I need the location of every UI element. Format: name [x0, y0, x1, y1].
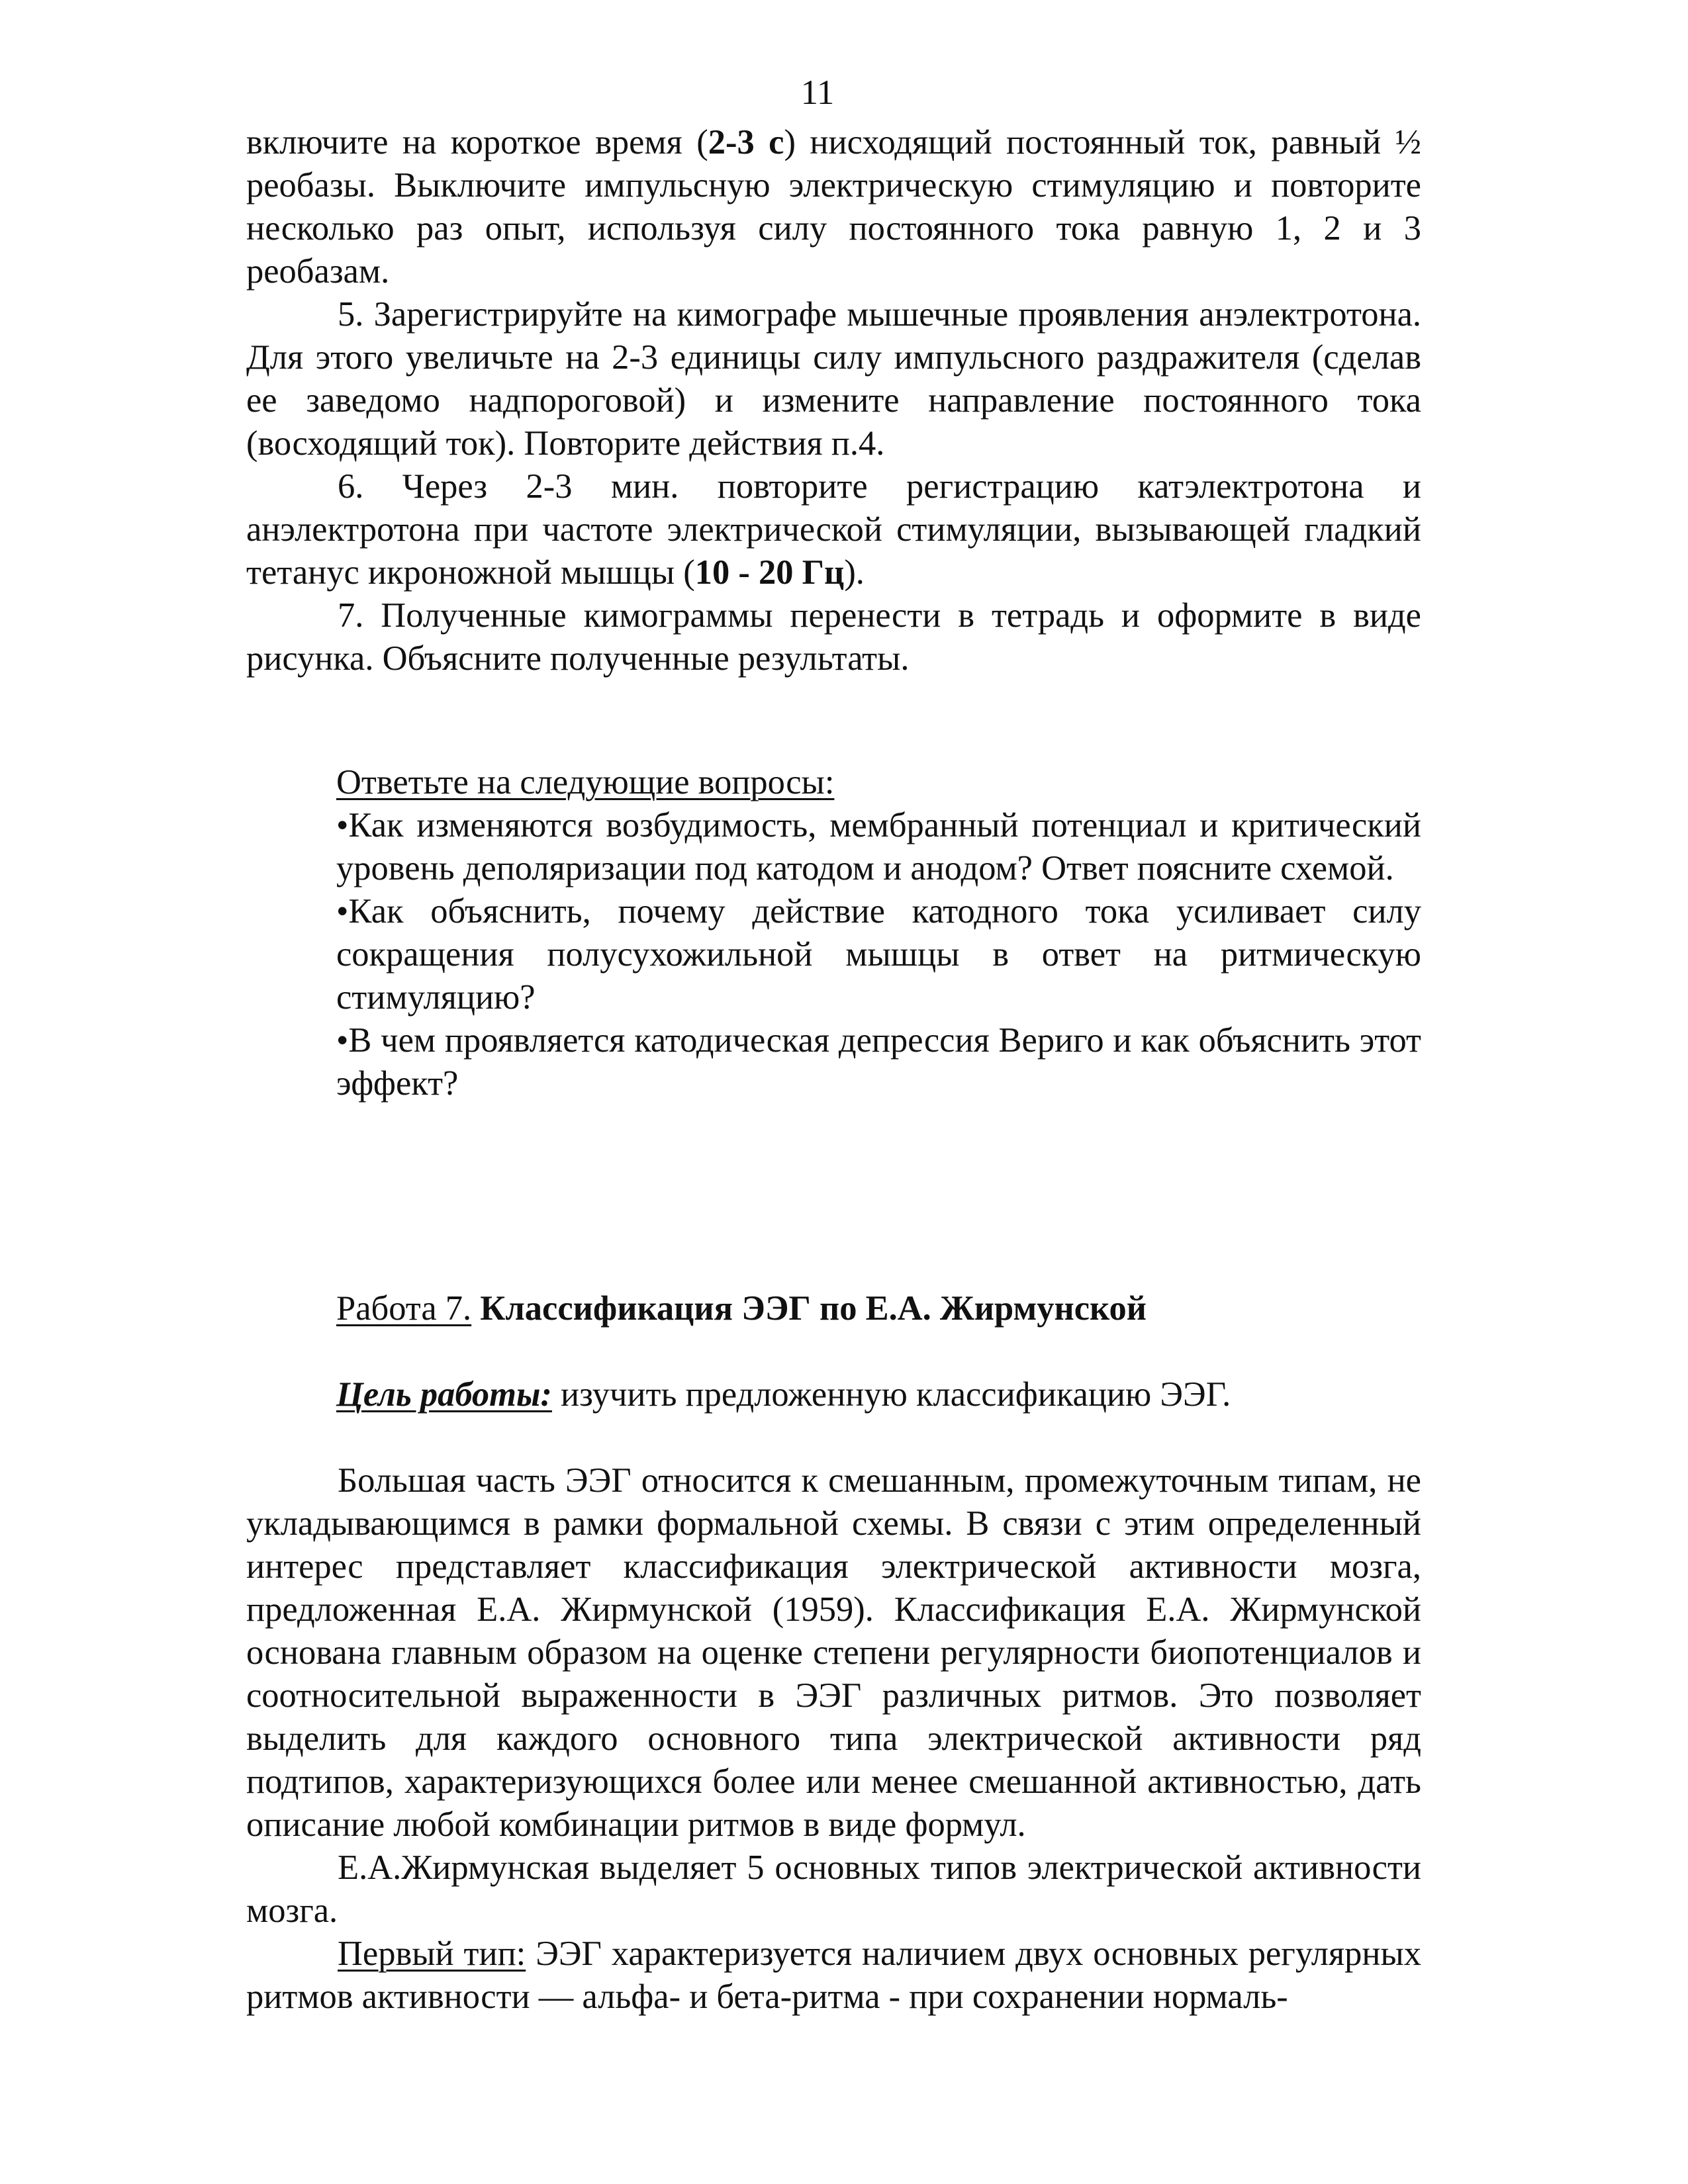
paragraph-step-6	[246, 465, 1421, 594]
paragraph-step-7: 7. Полученные кимограммы перенести в тетрадь и оформите в виде рисунка. Объясните полученные результаты.	[246, 596, 1421, 678]
work7-heading	[336, 1287, 1421, 1330]
paragraph-step-4-continued	[246, 121, 1421, 293]
paragraph-first-type	[246, 1933, 1421, 2019]
first-type-label: Первый тип:	[338, 1934, 526, 1973]
work7-label: Работа 7.	[336, 1289, 472, 1328]
text: ).	[844, 553, 865, 592]
paragraph-classification-intro: Большая часть ЭЭГ относится к смешанным, промежуточным типам, не укладывающимся в рамки формальной схемы. В связи с этим определенный интерес представляет классификация электрической активности мозга, предложенная Е.А. Жирмунской (1959). Классификация Е.А. Жирмунской основана главным образом на оценке степени регулярности биопотенциалов и соотносительной выраженности в ЭЭГ различных ритмов. Это позволяет выделить для каждого основного типа электрической активности ряд подтипов, характеризующихся более или менее смешанной активностью, дать описание любой комбинации ритмов в виде формул.	[246, 1461, 1421, 1844]
question-item	[336, 890, 1421, 1019]
bullet-icon: •	[336, 1021, 349, 1060]
text: 6. Через 2-3 мин. повторите регистрацию катэлектротона и анэлектротона при частоте электрической стимуляции, вызывающей гладкий тетанус икроножной мышцы (	[246, 467, 1421, 592]
questions-section	[336, 761, 1421, 1105]
bold-frequency: 10 - 20 Гц	[694, 553, 845, 592]
question-text: Как объяснить, почему действие катодного тока усиливает силу сокращения полусухожильной мышцы в ответ на ритмическую стимуляцию?	[336, 892, 1421, 1017]
questions-heading	[336, 761, 1421, 804]
procedure-block	[246, 121, 1421, 680]
question-item	[336, 804, 1421, 890]
work7-goal-line	[336, 1373, 1421, 1416]
bullet-icon: •	[336, 892, 349, 931]
question-text: В чем проявляется катодическая депрессия Вериго и как объяснить этот эффект?	[336, 1021, 1421, 1103]
paragraph-step-5: 5. Зарегистрируйте на кимографе мышечные проявления анэлектротона. Для этого увеличьте на 2-3 единицы силу импульсного раздражителя (сделав ее заведомо надпороговой) и измените направление постоянного тока (восходящий ток). Повторите действия п.4.	[246, 295, 1421, 463]
work7-body	[246, 1459, 1421, 2019]
goal-text: изучить предложенную классификацию ЭЭГ.	[561, 1375, 1231, 1414]
goal-label: Цель работы:	[336, 1375, 552, 1414]
work7-goal	[336, 1373, 1421, 1416]
text: включите на короткое время (	[246, 123, 708, 161]
work7-title: Классификация ЭЭГ по Е.А. Жирмунской	[480, 1289, 1147, 1328]
question-item	[336, 1019, 1421, 1105]
bold-duration: 2-3 с	[708, 123, 784, 161]
text: ) нисходящий постоянный ток, равный ½ реобазы. Выключите импульсную электрическую стимуляцию и повторите несколько раз опыт, используя силу постоянного тока равную 1, 2 и 3 реобазам.	[246, 123, 1421, 291]
question-text: Как изменяются возбудимость, мембранный потенциал и критический уровень деполяризации под катодом и анодом? Ответ поясните схемой.	[336, 806, 1421, 887]
page-number: 11	[800, 73, 835, 112]
work7-heading-line	[336, 1287, 1421, 1330]
first-type-text: ЭЭГ характеризуется наличием двух основных регулярных ритмов активности — альфа- и бета-ритма - при сохранении нормаль-	[246, 1934, 1421, 2016]
questions-heading-text: Ответьте на следующие вопросы:	[336, 763, 835, 801]
bullet-icon: •	[336, 806, 349, 844]
paragraph-five-types: Е.А.Жирмунская выделяет 5 основных типов электрической активности мозга.	[246, 1848, 1421, 1930]
